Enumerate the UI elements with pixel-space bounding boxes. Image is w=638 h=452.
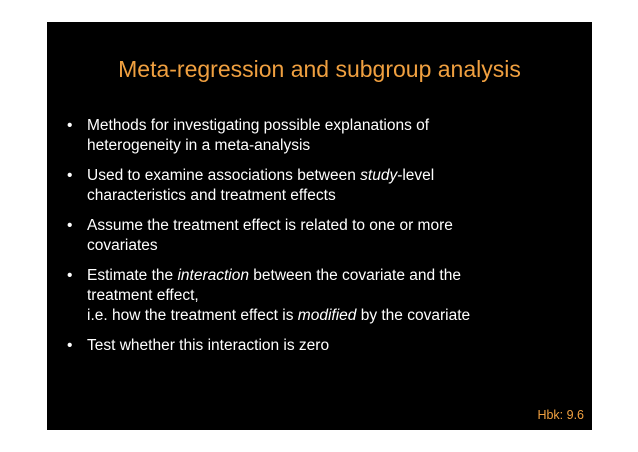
bullet-line: heterogeneity in a meta-analysis [87, 137, 311, 154]
bullet-emphasis: study [360, 167, 398, 184]
bullet-text: Used to examine associations between [87, 167, 361, 184]
bullet-item [65, 266, 585, 326]
bullet-item [65, 216, 585, 256]
bullet-emphasis: modified [297, 307, 357, 324]
bullet-line [87, 266, 585, 286]
slide-title: Meta-regression and subgroup analysis [118, 56, 521, 82]
bullet-line: covariates [87, 237, 158, 254]
slide [47, 22, 592, 430]
handbook-reference: Hbk: 9.6 [537, 408, 584, 422]
bullet-line: characteristics and treatment effects [87, 187, 336, 204]
bullet-line: • Assume the treatment effect is related to one or more [87, 217, 453, 234]
bullet-item [65, 336, 585, 356]
bullet-text: -level [397, 167, 435, 184]
bullet-line [87, 306, 585, 326]
bullet-list [65, 116, 585, 366]
bullet-text: Estimate the [87, 267, 178, 284]
bullet-line: • Methods for investigating possible explanations of [87, 117, 430, 134]
bullet-text: by the covariate [356, 307, 471, 324]
bullet-line: • Test whether this interaction is zero [87, 337, 330, 354]
bullet-item [65, 166, 585, 206]
bullet-item [65, 116, 585, 156]
bullet-text: i.e. how the treatment effect is [87, 307, 298, 324]
bullet-text: between the covariate and the [248, 267, 461, 284]
bullet-line [87, 166, 585, 186]
bullet-emphasis: interaction [177, 267, 249, 284]
bullet-line: treatment effect, [87, 287, 199, 304]
